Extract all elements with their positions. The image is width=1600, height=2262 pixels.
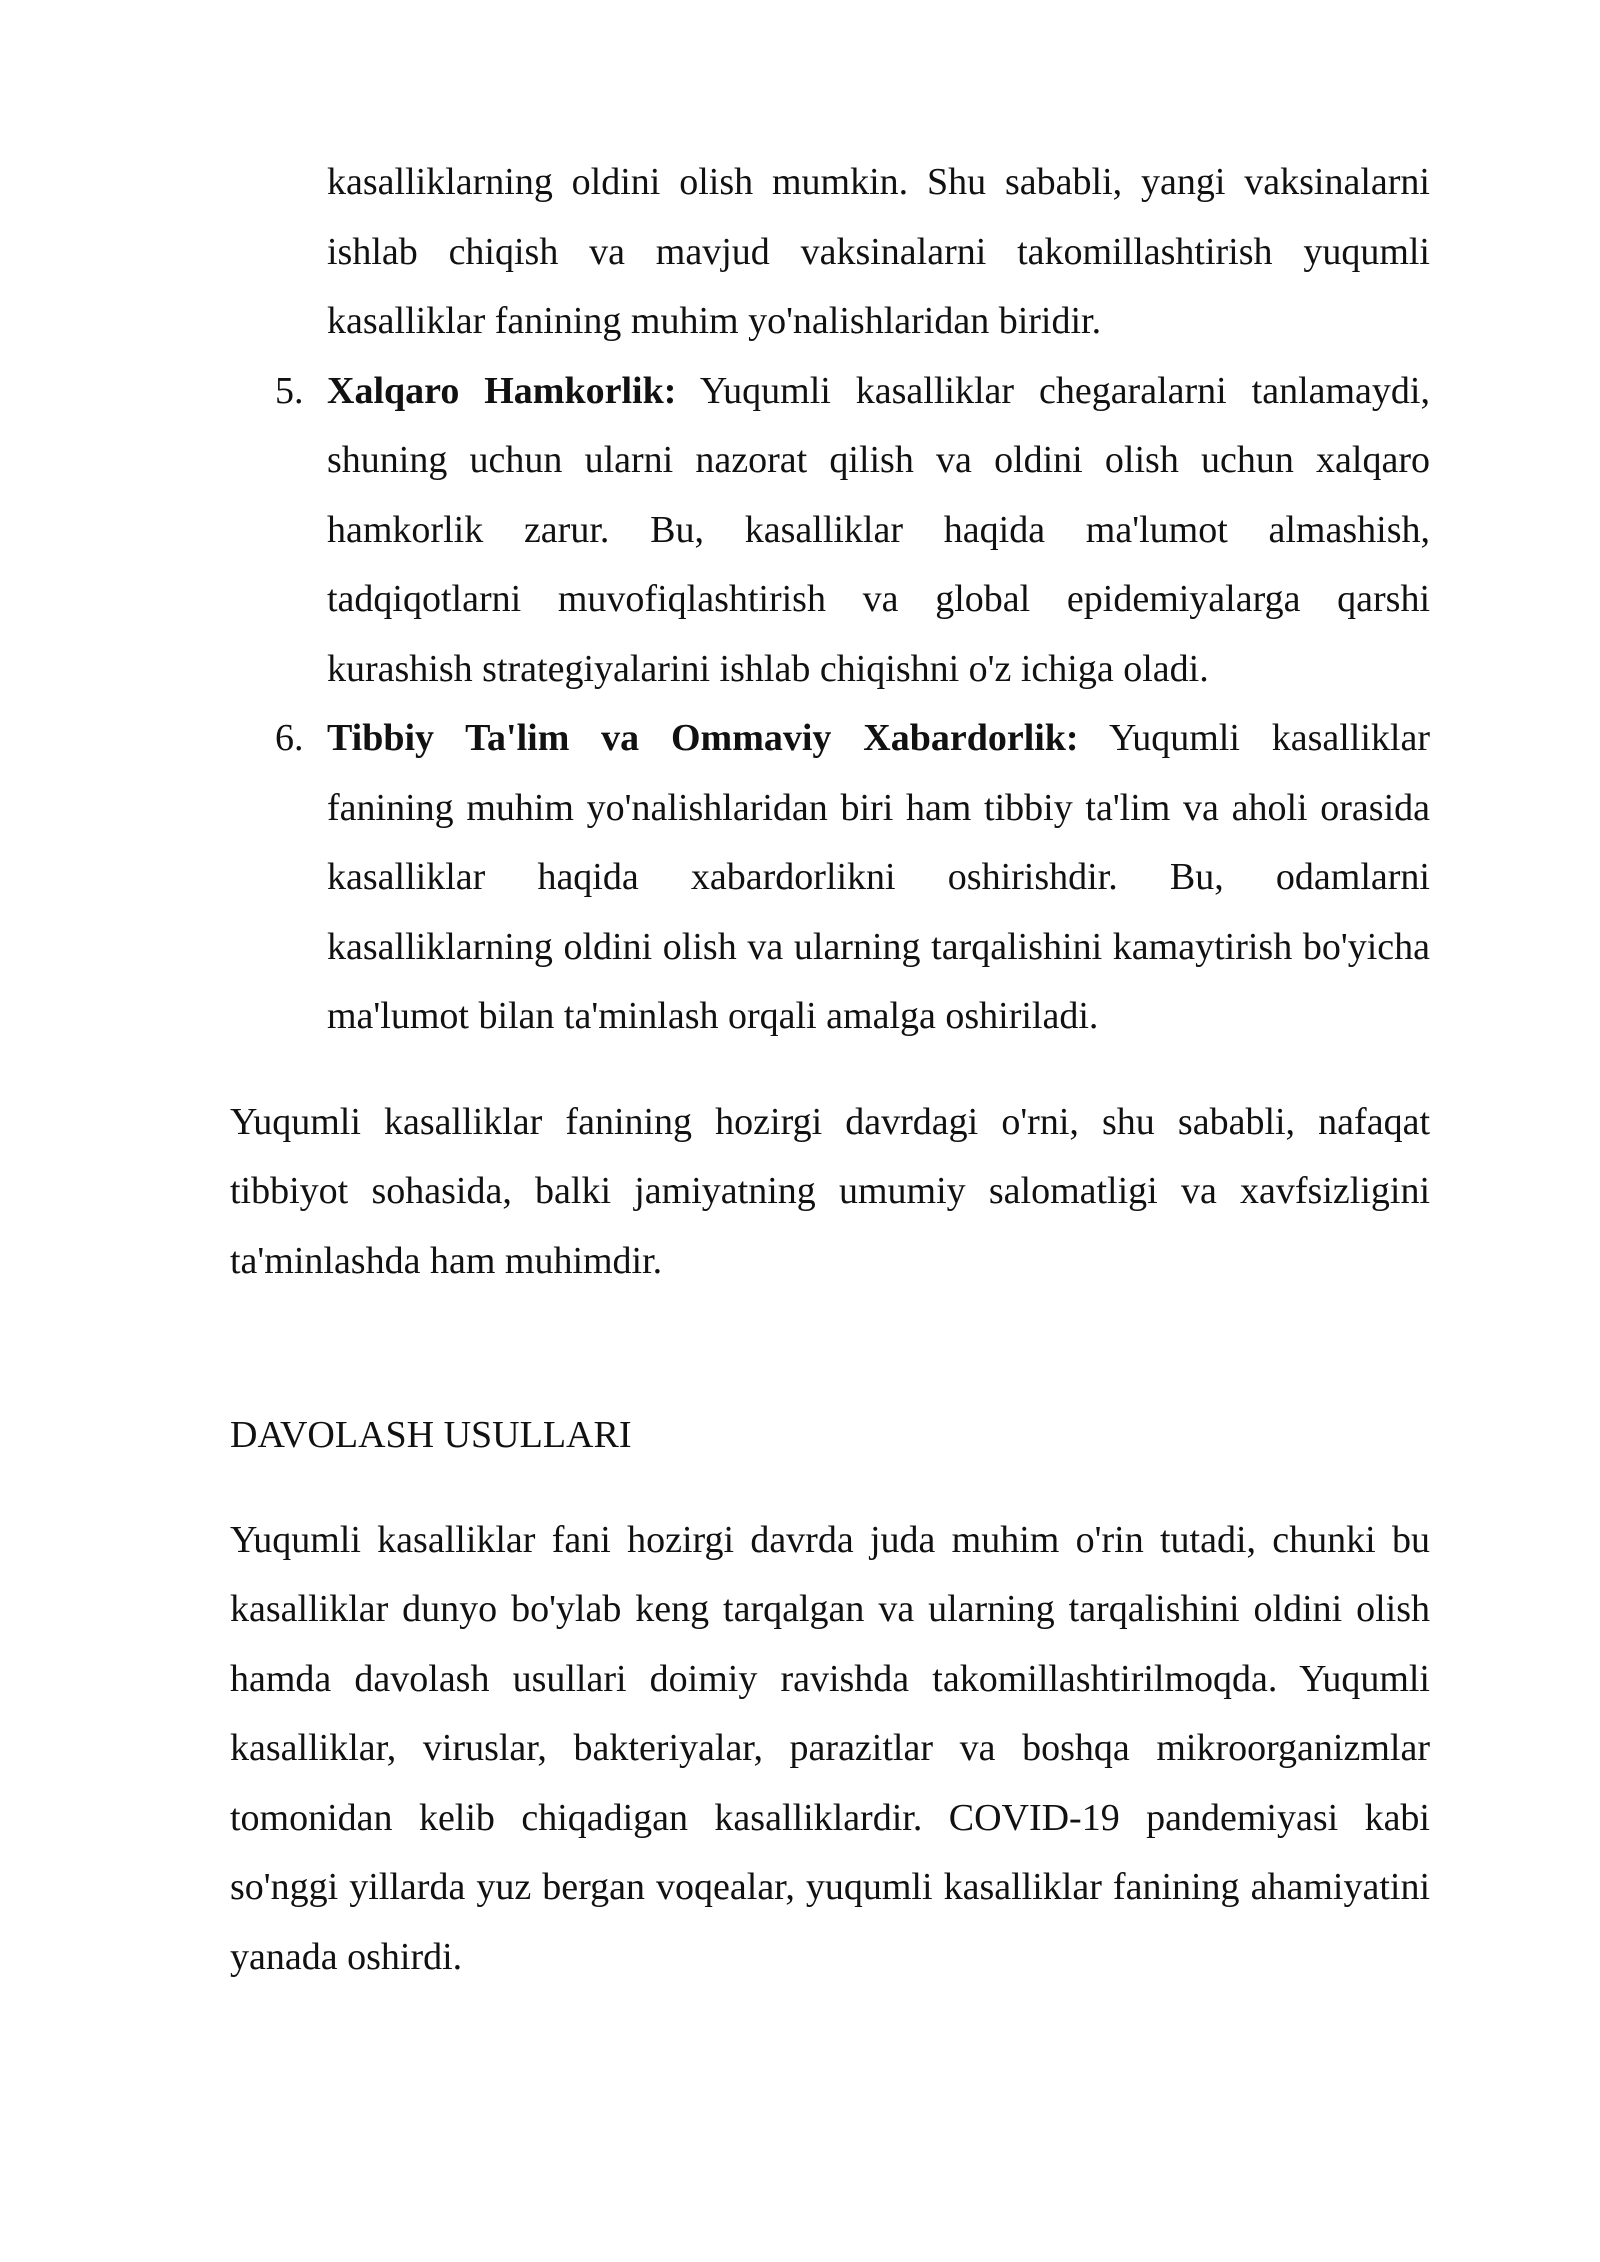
list-item-text: Yuqumli kasalliklar chegaralarni tanlamaydi, shuning uchun ularni nazorat qilish va oldini olish uchun xalqaro hamkorlik zarur. Bu, kasalliklar haqida ma'lumot almashish, tadqiqotlarni muvofiqlashtirish va global epidemiyalarga qarshi kurashish strategiyalarini ishlab chiqishni o'z ichiga oladi.	[327, 369, 1430, 690]
list-item-6	[275, 704, 1430, 1052]
section-paragraph: Yuqumli kasalliklar fani hozirgi davrda juda muhim o'rin tutadi, chunki bu kasalliklar dunyo bo'ylab keng tarqalgan va ularning tarqalishini oldini olish hamda davolash usullari doimiy ravishda takomillashtirilmoqda. Yuqumli kasalliklar, viruslar, bakteriyalar, parazitlar va boshqa mikroorganizmlar tomonidan kelib chiqadigan kasalliklardir. COVID-19 pandemiyasi kabi so'nggi yillarda yuz bergan voqealar, yuqumli kasalliklar fanining ahamiyatini yanada oshirdi.	[230, 1518, 1430, 1978]
list-item-number: 5.	[275, 369, 304, 412]
list-item-number: 6.	[275, 717, 304, 759]
list-item-text: Yuqumli kasalliklar fanining muhim yo'nalishlaridan biri ham tibbiy ta'lim va aholi orasida kasalliklar haqida xabardorlikni oshirishdir. Bu, odamlarni kasalliklarning oldini olish va ularning tarqalishini kamaytirish bo'yicha ma'lumot bilan ta'minlash orqali amalga oshiriladi.	[327, 717, 1430, 1037]
document-body	[230, 148, 1430, 1992]
summary-paragraph: Yuqumli kasalliklar fanining hozirgi davrdagi o'rni, shu sababli, nafaqat tibbiyot sohasida, balki jamiyatning umumiy salomatligi va xavfsizligini ta'minlashda ham muhimdir.	[230, 1100, 1430, 1282]
list-item-title: Tibbiy Ta'lim va Ommaviy Xabardorlik:	[327, 717, 1079, 759]
list-item-5	[275, 357, 1430, 705]
list-item-title: Xalqaro Hamkorlik:	[327, 369, 677, 412]
list-continuation-text: kasalliklarning oldini olish mumkin. Shu sababli, yangi vaksinalarni ishlab chiqish va mavjud vaksinalarni takomillashtirish yuqumli kasalliklar fanining muhim yo'nalishlaridan biridir.	[327, 161, 1430, 342]
section-heading: DAVOLASH USULLARI	[230, 1414, 632, 1456]
